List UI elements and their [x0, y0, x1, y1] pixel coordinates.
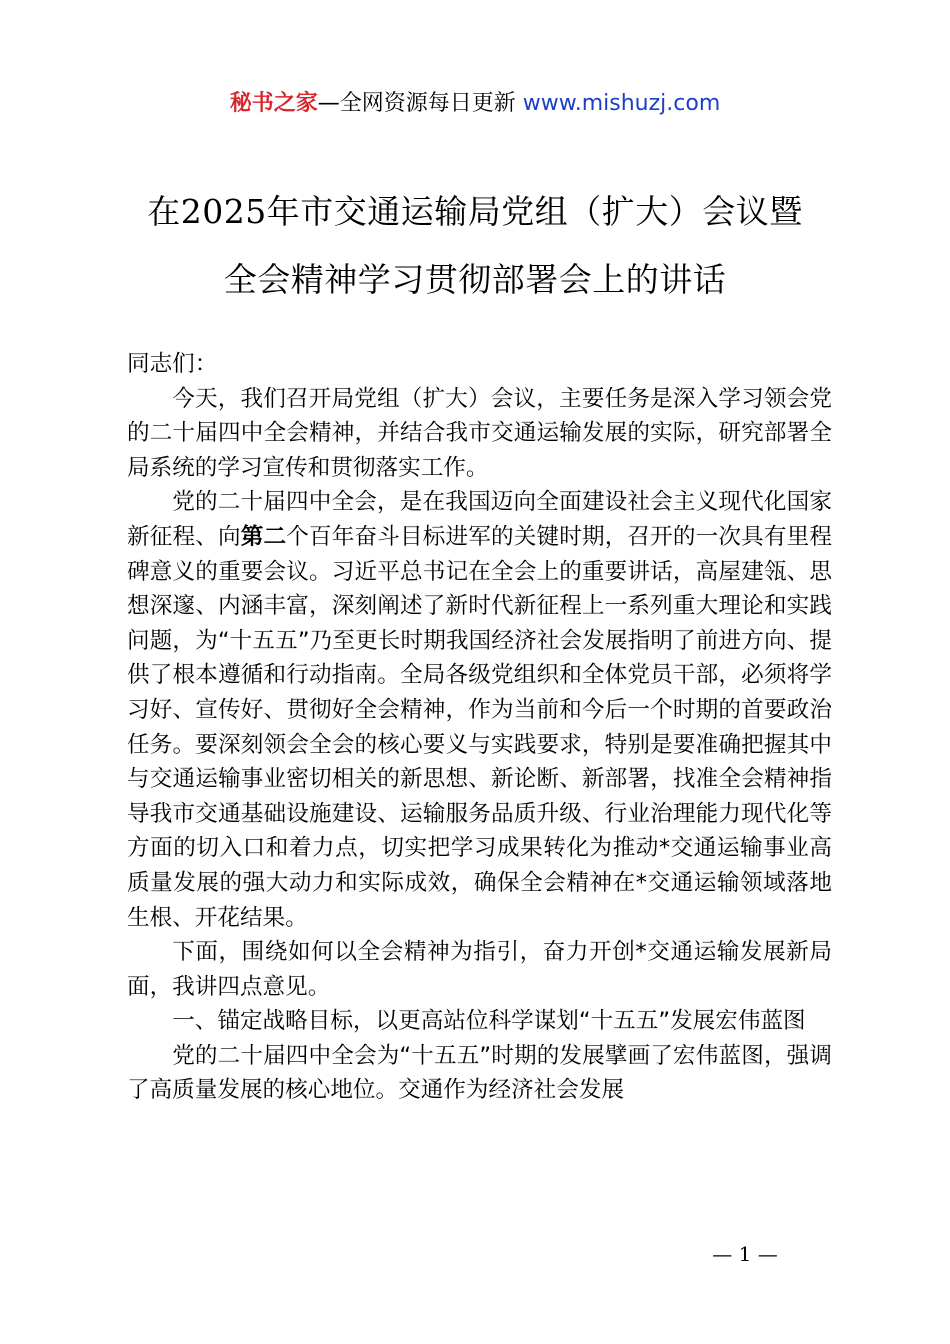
paragraph-3: 下面，围绕如何以全会精神为指引，奋力开创*交通运输发展新局面，我讲四点意见。 — [127, 939, 832, 1000]
paragraph-2-part-b: 个百年奋斗目标进军的关键时期，召开的一次具有里程碑意义的重要会议。习近平总书记在全会上的重要讲话，高屋建瓴、思想深邃、内涵丰富，深刻阐述了新时代新征程上一系列重大理论和实践问题，为“十五五”乃至更长时期我国经济社会发展指明了前进方向、提供了根本遵循和行动指南。全局各级党组织和全体党员干部，必须将学习好、宣传好、贯彻好全会精神，作为当前和今后一个时期的首要政治任务。要深刻领会全会的核心要义与实践要求，特别是要准确把握其中与交通运输事业密切相关的新思想、新论断、新部署，找准全会精神指导我市交通基础设施建设、运输服务品质升级、行业治理能力现代化等方面的切入口和着力点，切实把学习成果转化为推动*交通运输事业高质量发展的强大动力和实际成效，确保全会精神在*交通运输领域落地生根、开花结果。 — [127, 523, 833, 931]
paragraph-2-bold: 第二 — [240, 523, 287, 550]
paragraph-2-part-a: 党的二十届四中全会，是在我国迈向全面建设社会主义现代化国家新征程、向 — [127, 489, 832, 550]
document-title-line-2: 全会精神学习贯彻部署会上的讲话 — [223, 260, 727, 299]
header-tagline: —全网资源每日更新 — [317, 91, 523, 116]
site-header — [0, 88, 950, 120]
paragraph-4: 党的二十届四中全会为“十五五”时期的发展擘画了宏伟蓝图，强调了高质量发展的核心地位。交通作为经济社会发展 — [127, 1042, 832, 1104]
document-title-line-1 — [0, 190, 950, 234]
site-url[interactable]: www.mishuzj.com — [522, 91, 721, 116]
page-number: — 1 — — [712, 1242, 778, 1266]
brand-name: 秘书之家 — [229, 91, 318, 116]
section-heading-1: 一、锚定战略目标，以更高站位科学谋划“十五五”发展宏伟蓝图 — [172, 1008, 806, 1035]
document-body — [127, 347, 832, 1108]
title-text-b: 年市交通运输局党组（扩大）会议暨 — [266, 192, 803, 231]
salutation: 同志们： — [127, 351, 218, 377]
paragraph-2 — [127, 485, 832, 935]
title-year: 2025 — [180, 192, 267, 231]
paragraph-1: 今天，我们召开局党组（扩大）会议，主要任务是深入学习领会党的二十届四中全会精神，并结合我市交通运输发展的实际，研究部署全局系统的学习宣传和贯彻落实工作。 — [127, 385, 832, 481]
title-text-a: 在 — [147, 192, 181, 231]
